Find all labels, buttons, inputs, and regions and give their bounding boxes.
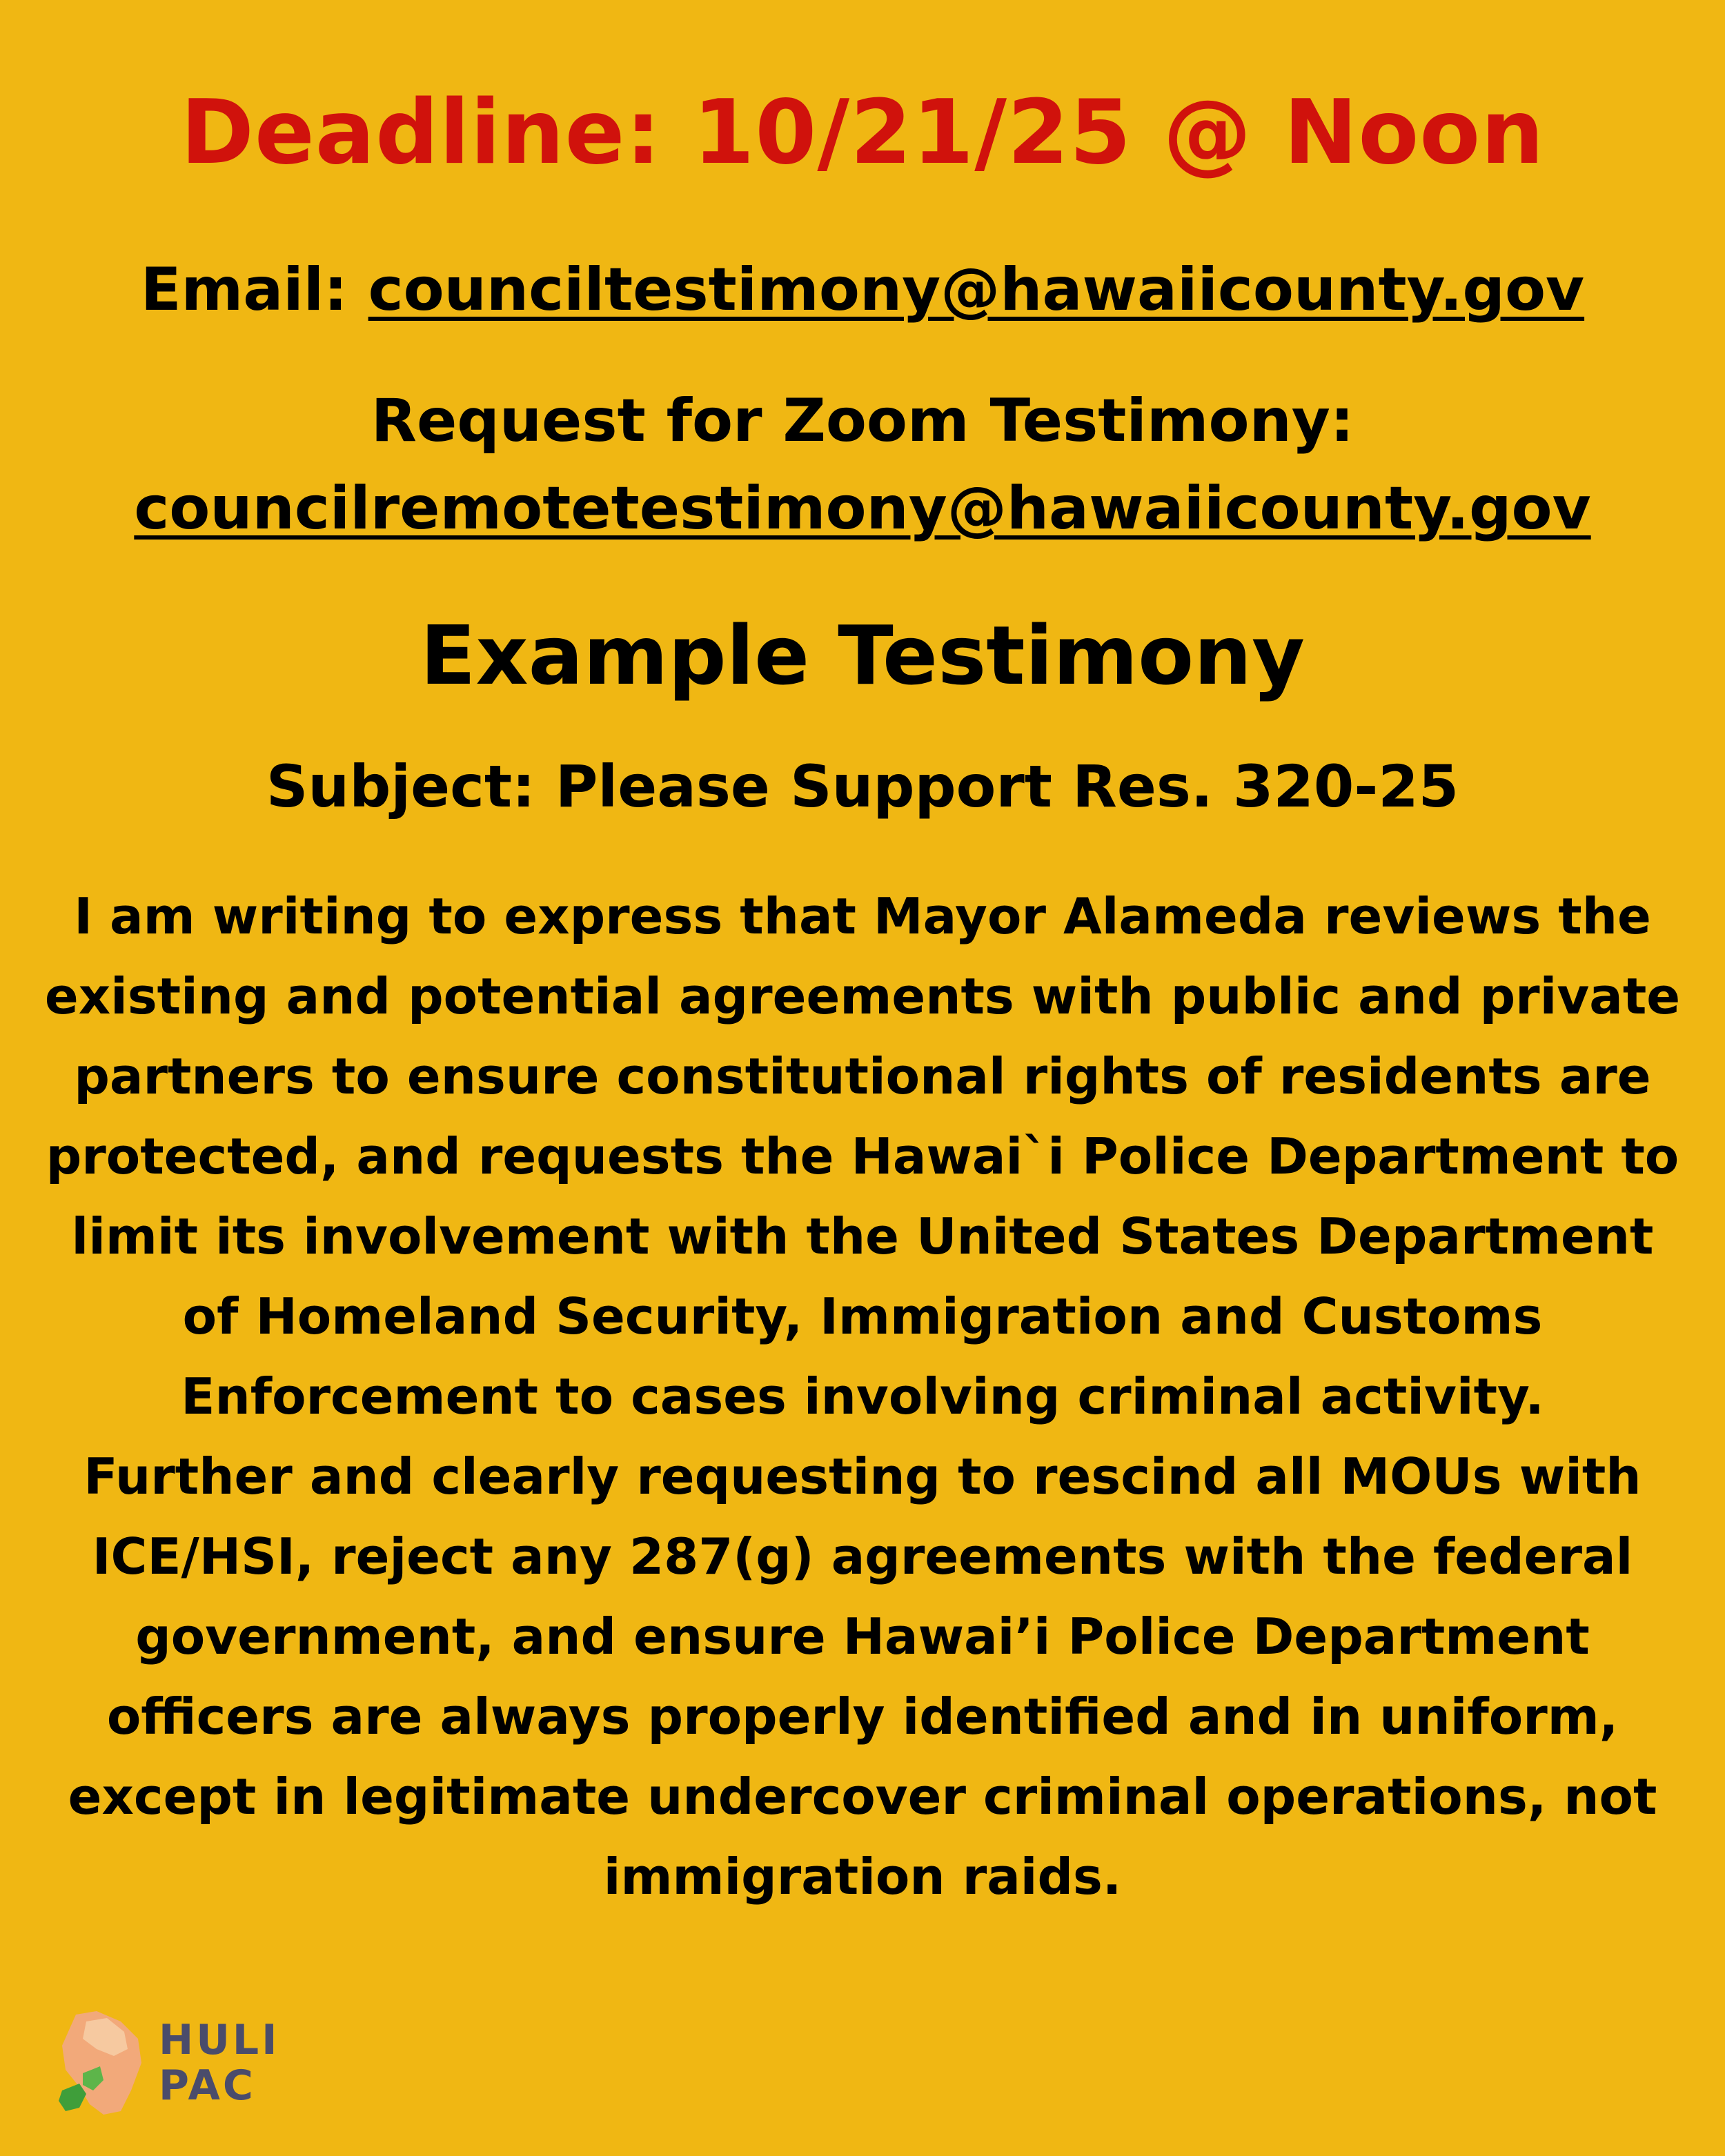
testimony-subject: Subject: Please Support Res. 320-25 bbox=[266, 753, 1459, 820]
zoom-request-line bbox=[0, 471, 1725, 546]
logo-text bbox=[159, 2017, 280, 2108]
logo-line-2: PAC bbox=[159, 2061, 256, 2110]
zoom-email-link[interactable]: councilremotetestimony@hawaiicounty.gov bbox=[134, 474, 1591, 543]
email-line bbox=[0, 252, 1725, 328]
logo-line-1: HULI bbox=[159, 2016, 280, 2064]
zoom-request-label: Request for Zoom Testimony: bbox=[371, 386, 1354, 455]
hawaii-island-icon bbox=[55, 2008, 159, 2118]
deadline-heading: Deadline: 10/21/25 @ Noon bbox=[180, 81, 1545, 184]
testimony-body bbox=[41, 876, 1684, 1917]
email-link[interactable]: counciltestimony@hawaiicounty.gov bbox=[368, 255, 1585, 324]
testimony-paragraph-2: Further and clearly requesting to rescind all MOUs with ICE/HSI, reject any 287(g) agreements with the federal government, and ensure Hawai’i Police Department officers are always properly identified and in uniform, except in legitimate undercover criminal operations, not immigration raids. bbox=[68, 1447, 1657, 1906]
example-testimony-title: Example Testimony bbox=[420, 608, 1305, 703]
email-label: Email: bbox=[140, 255, 368, 324]
testimony-paragraph-1: I am writing to express that Mayor Alameda reviews the existing and potential agreements with public and private partners to ensure constitutional rights of residents are protected, and requests the Hawai`i Police Department to limit its involvement with the United States Department of Homeland Security, Immigration and Customs Enforcement to cases involving criminal activity. bbox=[44, 887, 1681, 1425]
huli-pac-logo bbox=[55, 2008, 290, 2118]
